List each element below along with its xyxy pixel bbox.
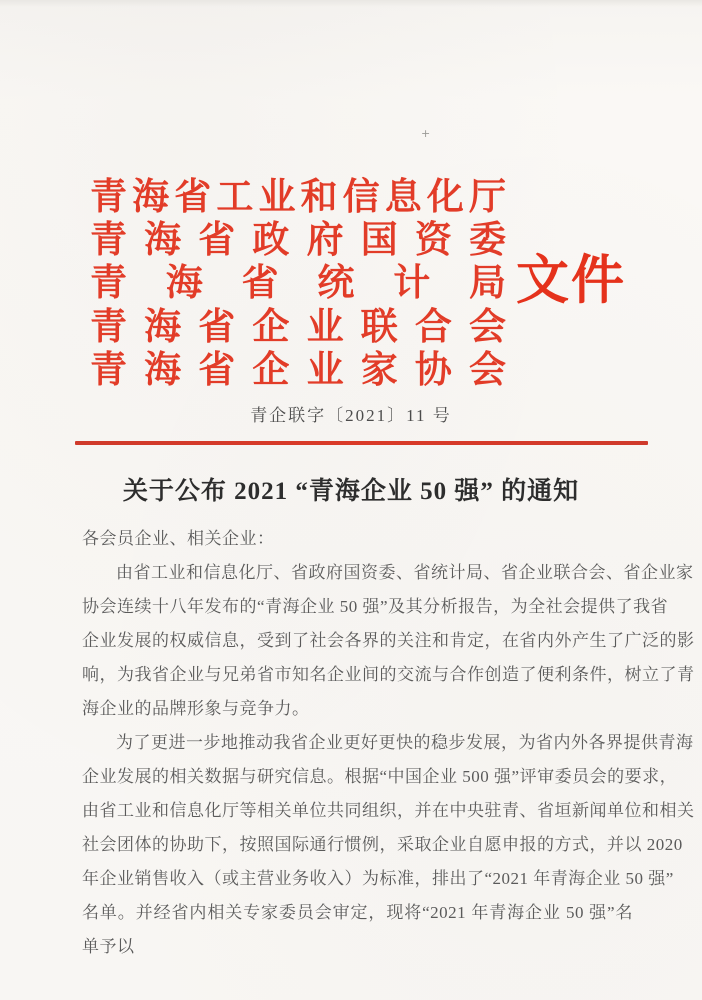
body-line: 由省工业和信息化厅等相关单位共同组织，并在中央驻青、省垣新闻单位和相关 <box>82 801 695 820</box>
body-line: 名单。并经省内相关专家委员会审定，现将“2021 年青海企业 50 强”名单予以 <box>82 903 633 956</box>
letterhead-separator-rule <box>75 441 648 445</box>
registration-mark: + <box>421 127 431 140</box>
doc-number: 青企联字〔2021〕11 号 <box>250 406 452 425</box>
body-line: 协会连续十八年发布的“青海企业 50 强”及其分析报告，为全社会提供了我省 <box>82 597 669 616</box>
letterhead-org-line: 青海省企业家协会 <box>90 349 506 391</box>
page-top-edge-shading <box>0 0 702 7</box>
body-line: 由省工业和信息化厅、省政府国资委、省统计局、省企业联合会、省企业家 <box>116 563 694 582</box>
body-line: 年企业销售收入（或主营业务收入）为标准，排出了“2021 年青海企业 50 强” <box>82 869 674 888</box>
letterhead-org-line: 青海省政府国资委 <box>90 220 506 262</box>
salutation: 各会员企业、相关企业： <box>82 529 275 548</box>
body-line: 为了更进一步地推动我省企业更好更快的稳步发展，为省内外各界提供青海 <box>116 733 694 752</box>
doc-type-label: 文件 <box>516 252 626 310</box>
letterhead <box>90 176 506 392</box>
body-paragraph <box>82 556 695 726</box>
document-body <box>82 522 695 964</box>
letterhead-org-line: 青海省统计局 <box>90 263 506 305</box>
document-title: 关于公布 2021 “青海企业 50 强” 的通知 <box>122 478 580 505</box>
body-line: 社会团体的协助下，按照国际通行惯例，采取企业自愿申报的方式，并以 2020 <box>82 835 683 854</box>
body-line: 企业发展的权威信息，受到了社会各界的关注和肯定，在省内外产生了广泛的影 <box>82 631 695 650</box>
body-line: 企业发展的相关数据与研究信息。根据“中国企业 500 强”评审委员会的要求， <box>82 767 678 786</box>
letterhead-org-line: 青海省企业联合会 <box>90 306 506 348</box>
body-line: 响，为我省企业与兄弟省市知名企业间的交流与合作创造了便利条件，树立了青 <box>82 665 695 684</box>
body-paragraph <box>82 726 695 964</box>
body-line: 海企业的品牌形象与竞争力。 <box>82 699 310 718</box>
letterhead-org-line: 青海省工业和信息化厅 <box>90 177 506 218</box>
